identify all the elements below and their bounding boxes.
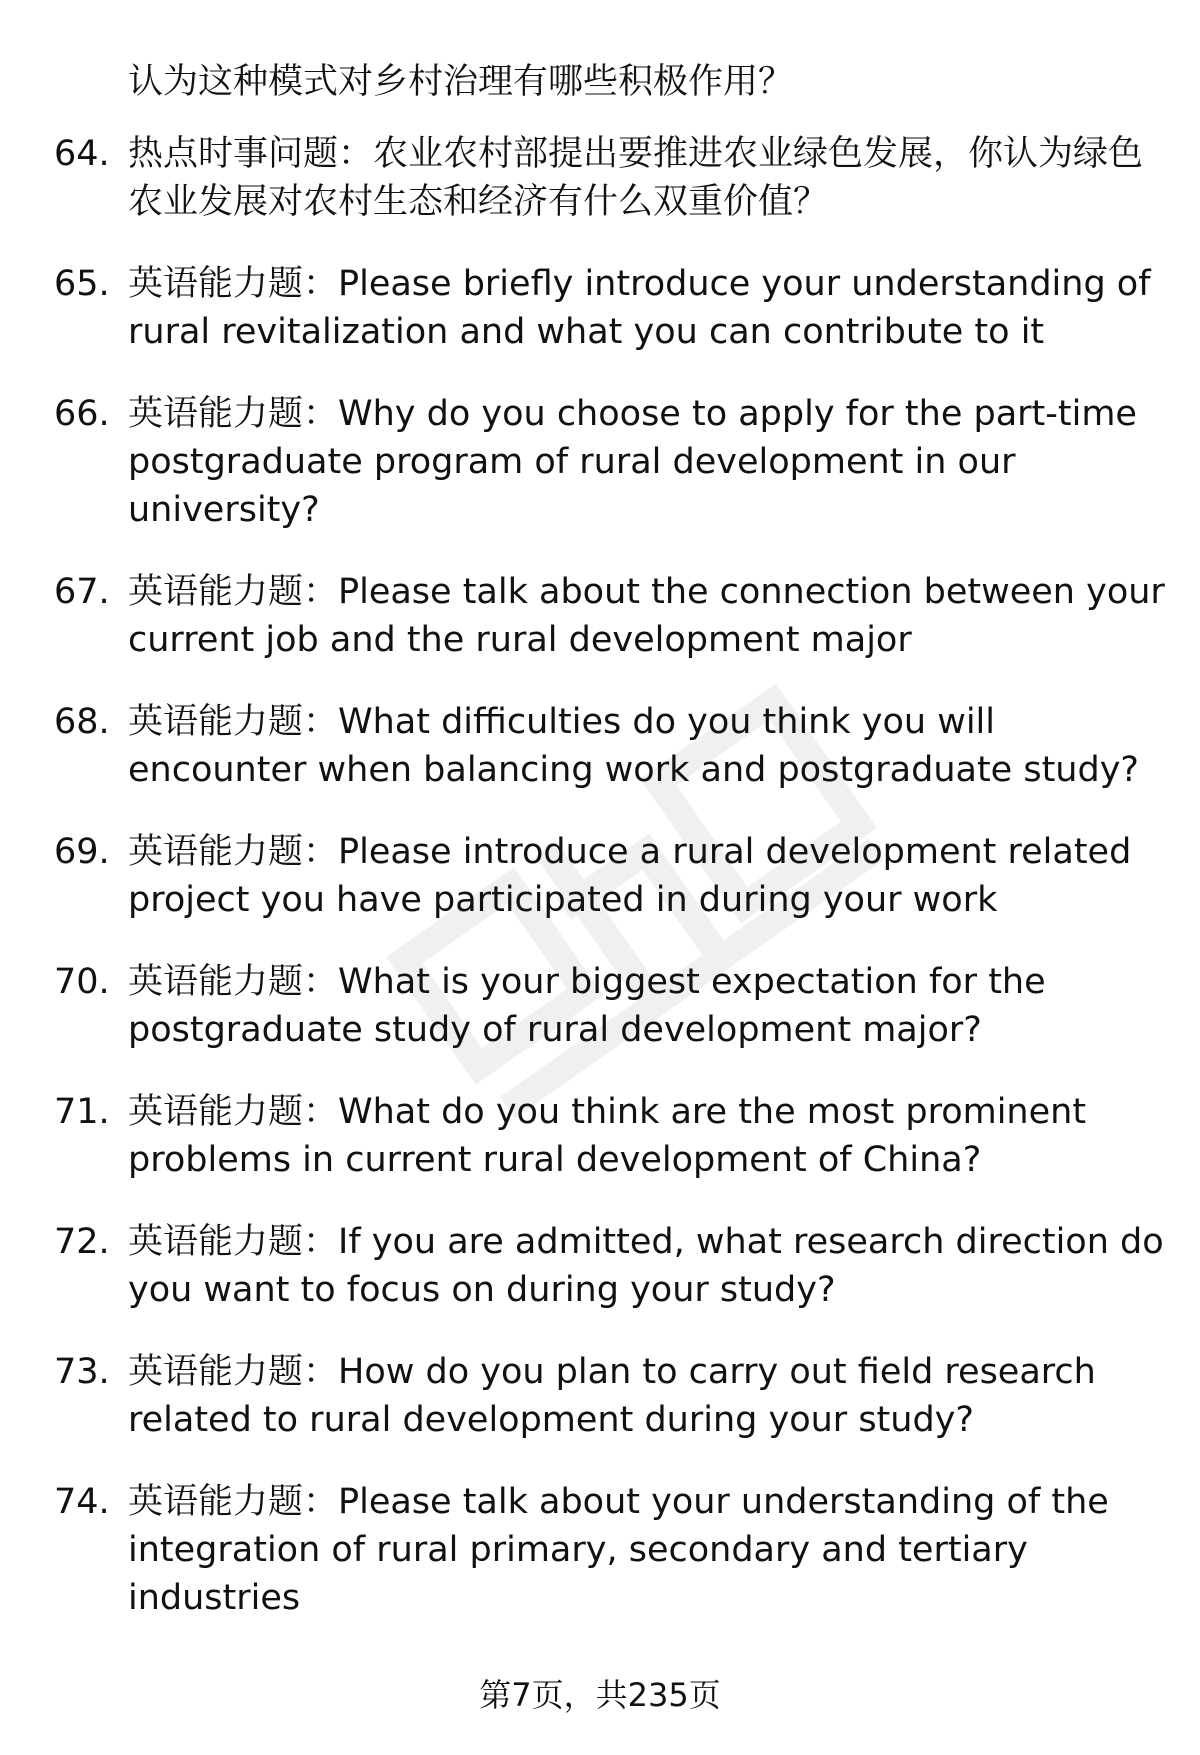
question-number: 71. bbox=[54, 1092, 110, 1132]
question-text: 英语能力题：Please talk about your understanding of the integration of rural primary, secondary and tertiary industries bbox=[128, 1482, 1109, 1618]
question-item bbox=[0, 130, 1200, 226]
question-number: 66. bbox=[54, 394, 110, 434]
continued-question-text: 认为这种模式对乡村治理有哪些积极作用？ bbox=[128, 62, 794, 102]
question-item bbox=[0, 1478, 1200, 1622]
question-text: 英语能力题：What difficulties do you think you will encounter when balancing work and postgraduate study? bbox=[128, 702, 1139, 790]
question-text: 英语能力题：What is your biggest expectation for the postgraduate study of rural development major? bbox=[128, 962, 1046, 1050]
question-text: 英语能力题：What do you think are the most prominent problems in current rural development of China? bbox=[128, 1092, 1087, 1180]
question-number: 64. bbox=[54, 134, 110, 174]
question-text: 英语能力题：How do you plan to carry out field research related to rural development during your study? bbox=[128, 1352, 1096, 1440]
question-number: 70. bbox=[54, 962, 110, 1002]
question-item bbox=[0, 260, 1200, 356]
question-text: 英语能力题：Please introduce a rural development related project you have participated in during your work bbox=[128, 832, 1132, 920]
question-text: 英语能力题：Please briefly introduce your understanding of rural revitalization and what you can contribute to it bbox=[128, 264, 1151, 352]
question-item bbox=[0, 698, 1200, 794]
question-number: 67. bbox=[54, 572, 110, 612]
question-text: 热点时事问题：农业农村部提出要推进农业绿色发展，你认为绿色农业发展对农村生态和经济有什么双重价值？ bbox=[128, 134, 1144, 222]
question-text: 英语能力题：Why do you choose to apply for the part-time postgraduate program of rural development in our university? bbox=[128, 394, 1137, 530]
question-item bbox=[0, 1088, 1200, 1184]
question-number: 69. bbox=[54, 832, 110, 872]
question-item bbox=[0, 828, 1200, 924]
question-item bbox=[0, 568, 1200, 664]
question-text: 英语能力题：Please talk about the connection between your current job and the rural development major bbox=[128, 572, 1165, 660]
question-list bbox=[0, 130, 1200, 1656]
question-item bbox=[0, 1348, 1200, 1444]
page-footer: 第7页，共235页 bbox=[479, 1676, 721, 1714]
question-number: 68. bbox=[54, 702, 110, 742]
question-number: 65. bbox=[54, 264, 110, 304]
question-item bbox=[0, 1218, 1200, 1314]
question-item bbox=[0, 958, 1200, 1054]
question-number: 74. bbox=[54, 1482, 110, 1522]
question-text: 英语能力题：If you are admitted, what research direction do you want to focus on during your study? bbox=[128, 1222, 1164, 1310]
question-number: 73. bbox=[54, 1352, 110, 1392]
question-item bbox=[0, 390, 1200, 534]
question-number: 72. bbox=[54, 1222, 110, 1262]
